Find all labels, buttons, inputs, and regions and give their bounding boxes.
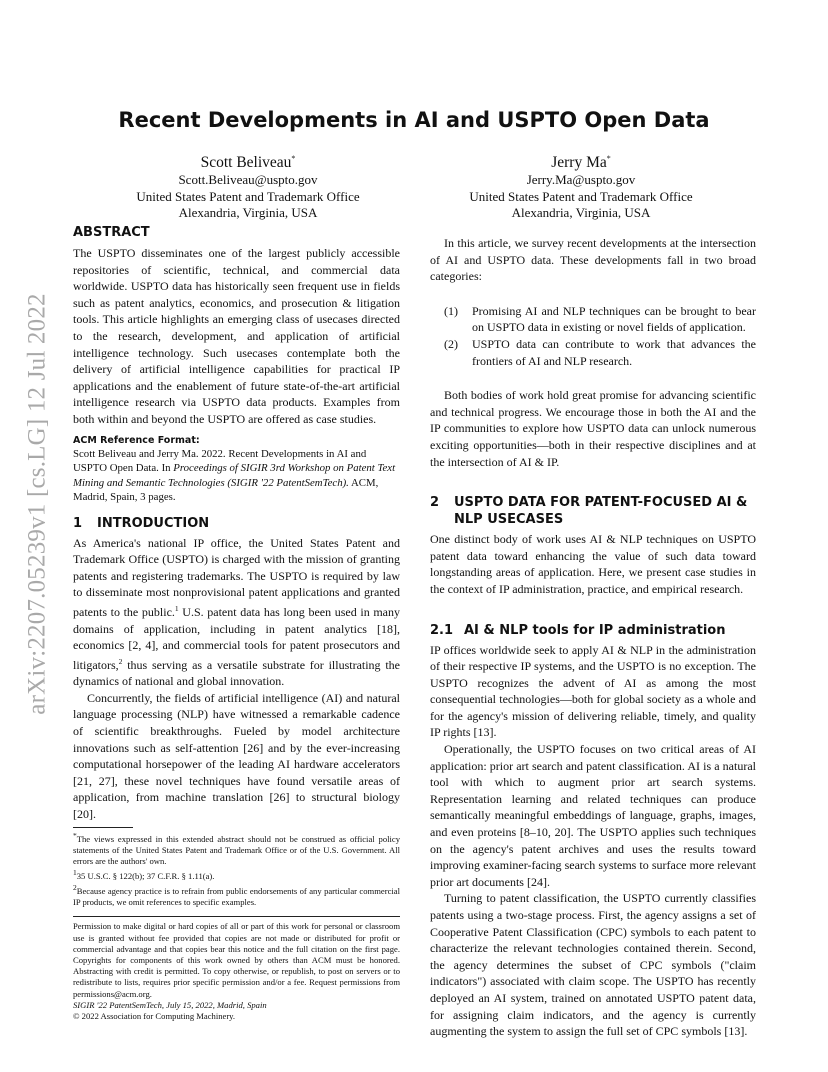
intro-paragraph-2: Concurrently, the fields of artificial intelligence (AI) and natural language processing (NLP) have witnessed a remarkable cadence of scientific breakthroughs. Fueled by model architecture innovations such as self-attention [26] and by the ever-increasing computational horsepower of the leading AI hardware accelerators [21, 27], these novel techniques have found versatile areas of application, from machine translation [26] to structural biology [20]. [73,690,400,822]
section-2-heading: 2 USPTO DATA FOR PATENT-FOCUSED AI & NLP USECASES [430,495,748,528]
footnote-ref-1[interactable]: 1 [174,603,179,613]
left-column [73,224,400,1022]
abstract-text: The USPTO disseminates one of the largest publicly accessible repositories of scientific, technical, and commercial data worldwide. USPTO data has historically seen frequent use in fields such as patent analytics, economics, and prosecution & litigation tools. This article highlights an emerging class of usecases directed to the research, development, and application of artificial intelligence technology. Such usecases contemplate both the delivery of artificial intelligence capabilities for practical IP applications and the enablement of future state-of-the-art artificial intelligence research via USPTO data products. Examples from both within and beyond the USPTO are offered as case studies. [73,246,400,426]
section-2-1-paragraph-1: IP offices worldwide seek to apply AI & NLP in the administration of their respective IP systems, and the USPTO is no exception. The USPTO recognizes the advent of AI as among the most consequential technologies—both for global society as a whole and for the agency's mission of delivering reliable, timely, and quality IP rights [13]. [430,642,756,740]
acm-reference-venue: Proceedings of SIGIR 3rd Workshop on Patent Text Mining and Semantic Technologies (SIGIR '22 PatentSemTech). [73,462,396,489]
author-location: Alexandria, Virginia, USA [511,205,651,221]
paper-title: Recent Developments in AI and USPTO Open Data [118,108,710,132]
author-block-2 [431,149,731,222]
author-email[interactable]: Jerry.Ma@uspto.gov [526,172,636,188]
bodies-paragraph: Both bodies of work hold great promise for advancing scientific and technical progress. We encourage those in both the AI and the IP communities to explore how USPTO data can unlock numerous exciting opportunities—both in their respective disciplines and at the intersection of AI & IP. [430,388,756,469]
author-footnote-mark: * [291,154,296,163]
footnote-ref-2[interactable]: 2 [118,656,123,666]
section-2-1-heading: 2.1 AI & NLP tools for IP administration [430,622,726,638]
section-2-1-paragraph-3: Turning to patent classification, the USPTO currently classifies patents using a two-stage process. First, the agency assigns a set of Cooperative Patent Classification (CPC) symbols to each patent to characterize the relevant technologies contained therein. Second, the agency determines the subset of CPC symbols ("claim indicators") associated with claim scope. The USPTO has recently deployed an AI system, trained on annotated USPTO patent data, for assigning claim indicators, and the agency is currently augmenting the system to assign the full set of CPC symbols [13]. [430,891,756,1039]
section-1-heading: 1 INTRODUCTION [73,515,210,531]
author-block-1 [98,149,398,222]
footnote-divider [73,827,133,828]
author-location: Alexandria, Virginia, USA [178,205,318,221]
footnote-star: *The views expressed in this extended abstract should not be construed as official policy statements of the United States Patent and Trademark Office or of the U.S. Government. All errors are the authors' own. [73,830,400,866]
arxiv-identifier: arXiv:2207.05239v1 [cs.LG] 12 Jul 2022 [24,293,52,715]
category-list [430,303,756,369]
venue-line: SIGIR '22 PatentSemTech, July 15, 2022, Madrid, Spain [73,999,267,1010]
abstract-heading: ABSTRACT [73,225,150,240]
permission-notice: Permission to make digital or hard copies of all or part of this work for personal or classroom use is granted without fee provided that copies are not made or distributed for profit or commercial advantage and that copies bear this notice and the full citation on the first page. Copyrights for components of this work owned by others than ACM must be honored. Abstracting with credit is permitted. To copy otherwise, or republish, to post on servers or to redistribute to lists, requires prior specific permission and/or a fee. Request permissions from permissions@acm.org. [73,921,400,999]
footnote-1: $^1$35 U.S.C. § 122(b); 37 C.F.R. § 1.11(a). [73,868,215,881]
author-name: Scott Beliveau* [200,154,296,172]
section-2-1-paragraph-2: Operationally, the USPTO focuses on two critical areas of AI application: prior art search and patent classification. AI is a natural tool with which to augment prior art search systems. Representation learning and related techniques can produce semantically meaningful embeddings of language, graphs, images, and even proteins [8–10, 20]. The USPTO applies such techniques on the agency's patent archives and uses the results toward improving examiner-facing search systems to surface more relevant prior art documents [24]. [430,742,756,889]
right-column [430,235,756,1040]
arxiv-sidebar-stamp [18,238,58,770]
permission-divider [73,916,400,917]
acm-reference-heading: ACM Reference Format: [73,434,200,446]
author-affiliation: United States Patent and Trademark Office [469,188,693,204]
author-name: Jerry Ma* [551,154,611,172]
author-affiliation: United States Patent and Trademark Office [136,188,360,204]
section-2-text: One distinct body of work uses AI & NLP techniques on USPTO patent data toward enhancing the value of such data toward longstanding areas of application. Here, we present case studies in the context of IP administration, practice, and empirical research. [430,532,756,596]
author-email[interactable]: Scott.Beliveau@uspto.gov [178,172,318,188]
list-item: (2) USPTO data can contribute to work that advances the frontiers of AI and NLP research. [444,336,756,368]
copyright-line: © 2022 Association for Computing Machinery. [73,1011,236,1022]
author-footnote-mark: * [606,154,611,163]
acm-reference-text: Scott Beliveau and Jerry Ma. 2022. Recent Developments in AI and USPTO Open Data. In Proceedings of SIGIR 3rd Workshop on Patent Text Mining and Semantic Technologies (SIGIR '22 PatentSemTech). ACM, Madrid, Spain, 3 pages. [73,447,396,504]
overview-paragraph: In this article, we survey recent developments at the intersection of AI and USPTO data. These developments fall in two broad categories: [430,236,756,284]
list-item: (1) Promising AI and NLP techniques can be brought to bear on USPTO data in existing or novel fields of application. [444,303,756,335]
intro-paragraph-1: As America's national IP office, the United States Patent and Trademark Office (USPTO) is charged with the mission of granting patents and registering trademarks. The USPTO is required by law to disseminate most nonprovisional patent applications and granted patents to the public.$^1$ U.S. patent data has long been used in many domains of application, including in patent analytics [18], economics [2, 4], and commercial tools for patent prosecutors and litigators,$^2$ thus serving as a versatile substrate for illustrating the dynamics of national and global innovation. [73,535,400,689]
footnote-2: $^2$Because agency practice is to refrain from public endorsements of any particular commercial IP products, we omit references to specific examples. [73,883,400,908]
